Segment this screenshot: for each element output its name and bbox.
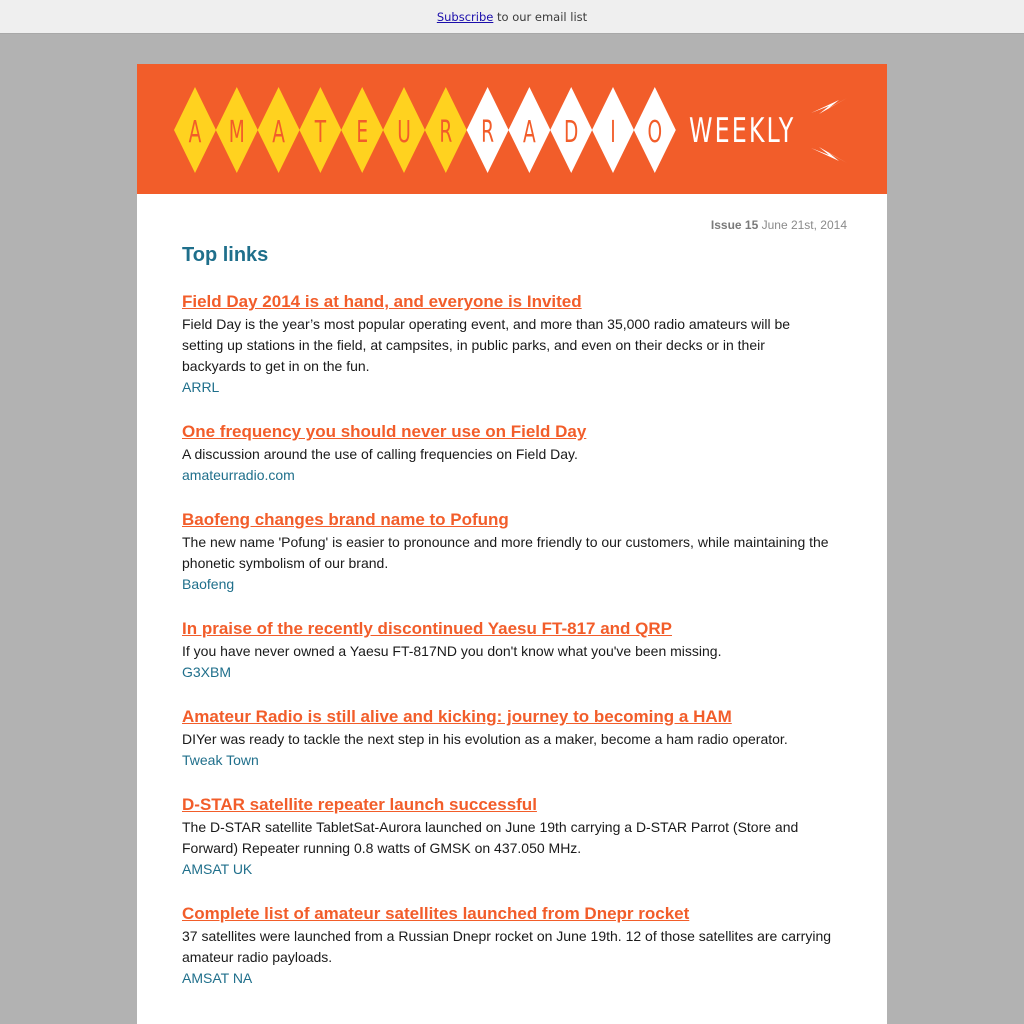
link-title[interactable]: Baofeng changes brand name to Pofung — [182, 510, 509, 529]
lightning-bolt-icon — [811, 147, 847, 163]
link-source: ARRL — [182, 379, 220, 395]
link-item — [182, 794, 847, 880]
link-item — [182, 421, 847, 486]
subscribe-text: to our email list — [493, 10, 588, 24]
link-source: AMSAT NA — [182, 970, 253, 986]
logo-letter: M — [228, 114, 245, 150]
logo-letter: E — [356, 114, 369, 150]
subscribe-link[interactable]: Subscribe — [436, 10, 494, 24]
logo-letter: R — [481, 114, 495, 150]
link-list — [182, 291, 847, 989]
link-title[interactable]: Amateur Radio is still alive and kicking: journey to becoming a HAM — [182, 707, 732, 726]
link-source: Tweak Town — [182, 752, 259, 768]
link-source: G3XBM — [182, 664, 232, 680]
logo-letter: D — [564, 114, 579, 150]
logo-letter: I — [610, 114, 616, 150]
logo-letter: R — [439, 114, 453, 150]
link-title[interactable]: Complete list of amateur satellites launched from Dnepr rocket — [182, 904, 690, 923]
link-item — [182, 706, 847, 771]
link-source: Baofeng — [182, 576, 235, 592]
logo-letter: A — [188, 114, 202, 150]
link-title[interactable]: D-STAR satellite repeater launch successful — [182, 795, 537, 814]
logo-weekly: WEEKLY — [689, 110, 796, 151]
logo-letter: T — [314, 114, 327, 150]
link-source: AMSAT UK — [182, 861, 253, 877]
logo-letter: A — [523, 114, 536, 150]
link-description: DIYer was ready to tackle the next step in his evolution as a maker, become a ham radio operator. — [182, 731, 788, 747]
link-item — [182, 903, 847, 989]
section-title: Top links — [182, 244, 269, 266]
newsletter-email — [137, 64, 887, 1024]
issue-number: Issue 15 — [710, 218, 759, 232]
logo-letter: U — [397, 114, 411, 150]
link-title[interactable]: Field Day 2014 is at hand, and everyone is Invited — [182, 292, 582, 311]
header-banner — [137, 64, 887, 194]
link-item — [182, 618, 847, 683]
link-title[interactable]: One frequency you should never use on Field Day — [182, 422, 587, 441]
link-item — [182, 291, 847, 398]
link-description: The D-STAR satellite TabletSat-Aurora launched on June 19th carrying a D-STAR Parrot (Store and Forward) Repeater running 0.8 watts of GMSK on 437.050 MHz. — [182, 819, 799, 856]
link-description: If you have never owned a Yaesu FT-817ND you don't know what you've been missing. — [182, 643, 722, 659]
subscribe-bar — [0, 0, 1024, 34]
issue-date: June 21st, 2014 — [758, 218, 847, 232]
lightning-bolt-icon — [811, 98, 847, 114]
amateur-radio-weekly-logo — [137, 64, 887, 194]
link-description: 37 satellites were launched from a Russian Dnepr rocket on June 19th. 12 of those satellites are carrying amateur radio payloads. — [182, 928, 832, 965]
link-description: The new name 'Pofung' is easier to pronounce and more friendly to our customers, while maintaining the phonetic symbolism of our brand. — [182, 534, 829, 571]
link-description: A discussion around the use of calling frequencies on Field Day. — [182, 446, 578, 462]
issue-info — [711, 218, 847, 232]
link-title[interactable]: In praise of the recently discontinued Yaesu FT-817 and QRP — [182, 619, 672, 638]
link-description: Field Day is the year’s most popular operating event, and more than 35,000 radio amateurs will be setting up stations in the field, at campsites, in public parks, and even on their decks or in their backyards to get in on the fun. — [182, 316, 791, 374]
link-item — [182, 509, 847, 595]
link-source: amateurradio.com — [182, 467, 295, 483]
logo-letter: A — [272, 114, 285, 150]
email-content — [137, 194, 887, 989]
logo-letter: O — [647, 114, 663, 150]
